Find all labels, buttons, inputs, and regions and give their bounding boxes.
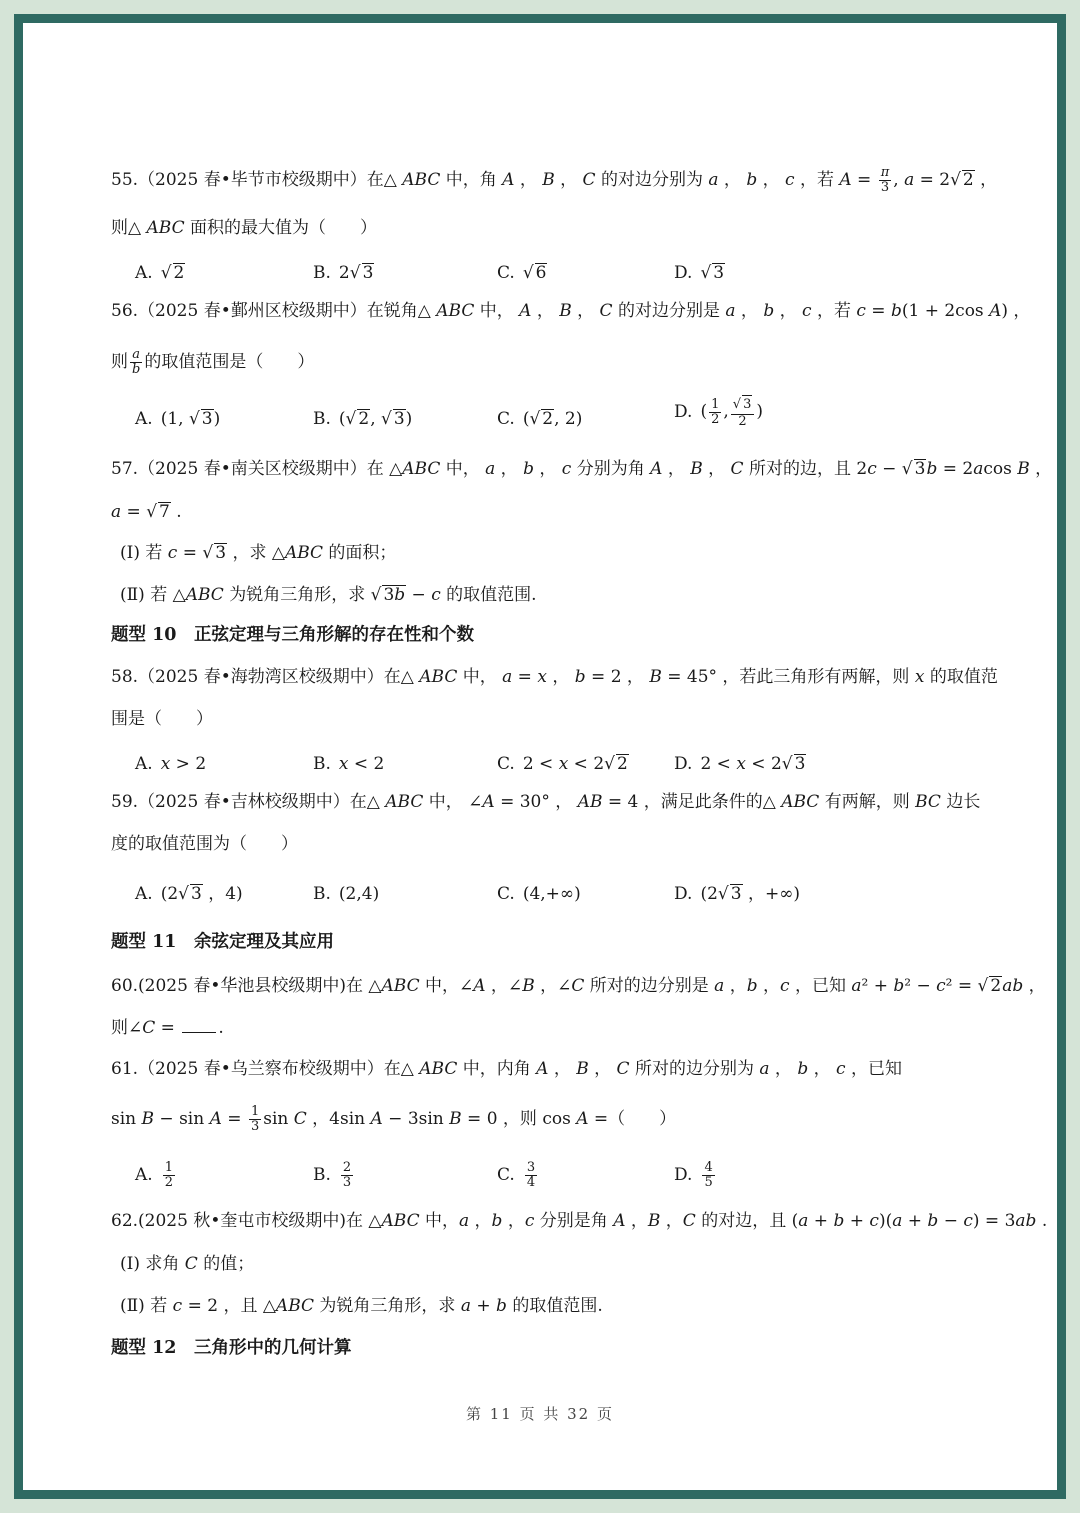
page-border [14,14,1066,1499]
option-c: C. √ 6 [497,263,547,283]
question-58: 58.（2025 春•海勃湾区校级期中）在△ ABC 中， a = x ， b = 2 ， B = 45° ，若此三角形有两解，则 x 的取值范 [111,667,998,687]
question-62-part1: (Ⅰ) 求角 C 的值； [120,1254,255,1274]
question-56: 56.（2025 春•鄞州区校级期中）在锐角△ ABC 中， A ， B ， C 的对边分别是 a ， b ， c ，若 c = b(1 + 2cos A) ， [111,301,1031,321]
question-59: 59.（2025 春•吉林校级期中）在△ ABC 中， ∠A = 30° ， AB = 4 ，满足此条件的△ ABC 有两解，则 BC 边长 [111,792,981,812]
option-c: C. 2 < x < 2√ 2 [497,754,628,774]
question-57-line2: a = √ 7 . [111,502,182,522]
option-d: D. (2√ 3 ，+∞) [674,884,800,904]
question-62: 62.(2025 秋•奎屯市校级期中)在 △ABC 中，a ，b ，c 分别是角 A ，B ，C 的对边，且 (a + b + c)(a + b − c) = 3ab . [111,1211,1048,1231]
option-a: A. x > 2 [135,754,207,774]
question-56-line2: 则 $\frac{a}{b}$ 的取值范围是（ ） [111,347,315,377]
option-c: C. (4,+∞) [497,884,581,904]
question-57: 57.（2025 春•南关区校级期中）在 △ABC 中， a ， b ， c 分别为角 A ， B ， C 所对的边，且 2c − √ 3b = 2acos B ， [111,459,1053,479]
option-a: A. √ 2 [135,263,185,283]
option-c: C. (√ 2, 2) [497,409,583,429]
option-b: B. x < 2 [313,754,385,774]
option-c: C. $\frac{3}{4}$ [497,1160,536,1190]
question-61-line2: sin B − sin A = $\frac{1}{3}$ sin C ，4sin A − 3sin B = 0 ，则 cos A =（ ） [111,1104,677,1134]
question-59-line2: 度的取值范围为（ ） [111,834,298,854]
option-b: B. (2,4) [313,884,380,904]
option-d: D. $\frac{4}{5}$ [674,1160,713,1190]
option-a: A. $\frac{1}{2}$ [135,1160,173,1190]
question-60: 60.(2025 春•华池县校级期中)在 △ABC 中，∠A ，∠B ，∠C 所对的边分别是 a ，b ，c ，已知 a² + b² − c² = √ 2ab ， [111,976,1046,996]
section-heading-11: 题型 11 余弦定理及其应用 [111,932,334,952]
option-a: A. (1, √ 3) [135,409,221,429]
option-b: B. (√ 2, √ 3) [313,409,413,429]
option-a: A. (2√ 3 ，4) [135,884,243,904]
option-d: D. ( $\frac{1}{2}$ , $\frac{√ 3}{2}$ ) [674,396,763,429]
section-heading-10: 题型 10 正弦定理与三角形解的存在性和个数 [111,625,474,645]
question-60-line2: 则∠C = . [111,1018,224,1038]
page-footer: 第 11 页 共 32 页 [465,1405,614,1423]
question-55: 55.（2025 春•毕节市校级期中）在△ ABC 中，角 A ， B ， C 的对边分别为 a ， b ， c ，若 A = $\frac{\pi}{3}$ , a = 2√ 2 ， [111,165,998,195]
option-b: B. 2√ 3 [313,263,374,283]
question-61: 61.（2025 春•乌兰察布校级期中）在△ ABC 中，内角 A ， B ， C 所对的边分别为 a ， b ， c ，已知 [111,1059,902,1079]
question-57-part1: (Ⅰ) 若 c = √ 3 ，求 △ABC 的面积； [120,543,397,563]
question-58-line2: 围是（ ） [111,709,213,729]
option-b: B. $\frac{2}{3}$ [313,1160,352,1190]
section-heading-12: 题型 12 三角形中的几何计算 [111,1338,352,1358]
question-57-part2: (Ⅱ) 若 △ABC 为锐角三角形，求 √ 3b − c 的取值范围. [120,585,537,605]
option-d: D. 2 < x < 2√ 3 [674,754,806,774]
question-62-part2: (Ⅱ) 若 c = 2 ，且 △ABC 为锐角三角形，求 a + b 的取值范围. [120,1296,603,1316]
document-page [23,23,1057,1490]
option-d: D. √ 3 [674,263,725,283]
answer-blank[interactable] [182,1032,216,1033]
question-55-line2: 则△ ABC 面积的最大值为（ ） [111,218,377,238]
